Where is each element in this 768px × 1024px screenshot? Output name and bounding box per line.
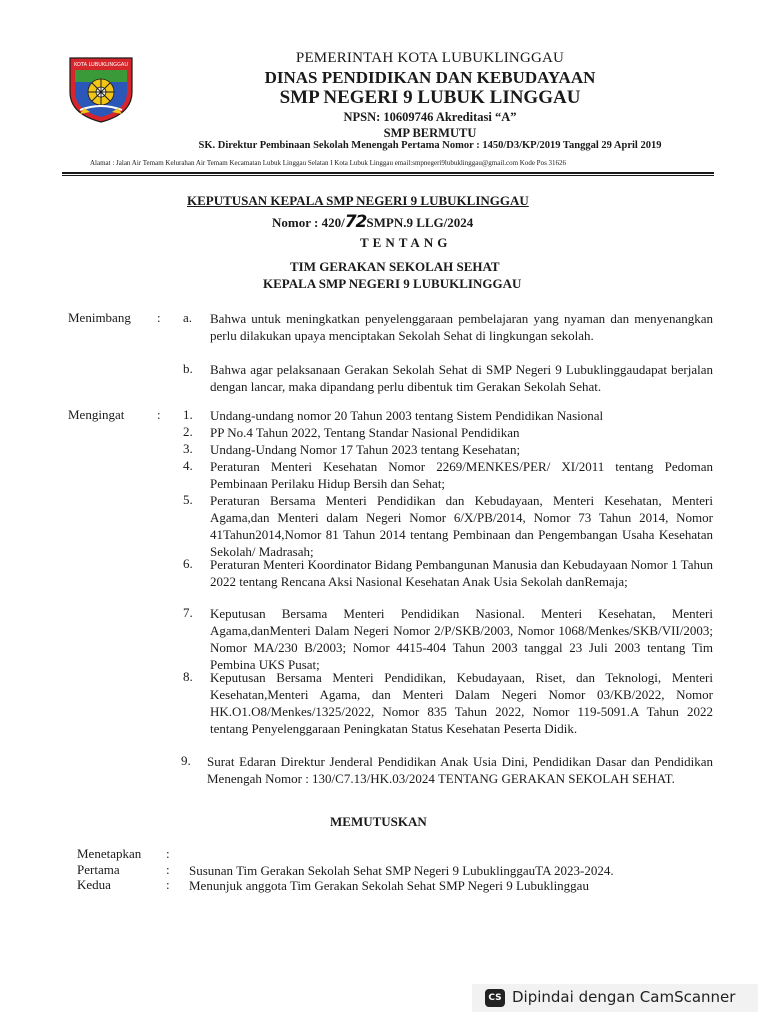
menimbang-item-a: Bahwa untuk meningkatkan penyelenggaraan pembelajaran yang nyaman dan menyenangkan perlu dilakukan upaya menciptakan Sekolah Sehat di lingkungan sekolah.	[210, 311, 713, 343]
decree-number-prefix: Nomor : 420/	[272, 215, 345, 230]
decree-title: KEPUTUSAN KEPALA SMP NEGERI 9 LUBUKLINGGAU	[187, 193, 529, 208]
mengingat-label: Mengingat	[68, 407, 125, 422]
mengingat-marker-2: 2.	[183, 424, 193, 439]
mengingat-item-6: Peraturan Menteri Koordinator Bidang Pembangunan Manusia dan Kebudayaan Nomor 1 Tahun 2022 tentang Rencana Aksi Nasional Kesehatan Anak Usia Sekolah danRemaja;	[210, 557, 713, 589]
mengingat-marker-8: 8.	[183, 669, 193, 684]
mengingat-marker-9: 9.	[181, 753, 191, 768]
decree-number-suffix: SMPN.9 LLG/2024	[366, 215, 474, 230]
camscanner-text: Dipindai dengan CamScanner	[512, 988, 736, 1006]
mengingat-item-2: PP No.4 Tahun 2022, Tentang Standar Nasional Pendidikan	[210, 425, 520, 440]
mengingat-item-4: Peraturan Menteri Kesehatan Nomor 2269/MENKES/PER/ XI/2011 tentang Pedoman Pembinaan Perilaku Hidup Bersih dan Sehat;	[210, 459, 713, 491]
mengingat-item-1: Undang-undang nomor 20 Tahun 2003 tentang Sistem Pendidikan Nasional	[210, 408, 604, 423]
menetapkan-label: Menetapkan	[77, 846, 142, 861]
mengingat-marker-7: 7.	[183, 605, 193, 620]
school-name: SMP NEGERI 9 LUBUK LINGGAU	[279, 87, 581, 108]
letterhead-divider-thin	[62, 175, 714, 176]
city-emblem	[66, 52, 136, 124]
mengingat-colon: :	[157, 407, 161, 422]
pertama-colon: :	[166, 862, 170, 877]
mengingat-item-9: Surat Edaran Direktur Jenderal Pendidikan Anak Usia Dini, Pendidikan Dasar dan Pendidikan Menengah Nomor : 130/C7.13/HK.03/2024 TENTANG GERAKAN SEKOLAH SEHAT.	[207, 754, 713, 786]
decree-subject-line-1: TIM GERAKAN SEKOLAH SEHAT	[290, 259, 500, 274]
department-name: DINAS PENDIDIKAN DAN KEBUDAYAAN	[264, 68, 596, 87]
mengingat-marker-6: 6.	[183, 556, 193, 571]
menetapkan-colon: :	[166, 846, 170, 861]
decree-subject-line-2: KEPALA SMP NEGERI 9 LUBUKLINGGAU	[263, 276, 522, 291]
mengingat-marker-3: 3.	[183, 441, 193, 456]
government-name: PEMERINTAH KOTA LUBUKLINGGAU	[295, 50, 565, 66]
letterhead-divider	[62, 172, 714, 174]
mengingat-marker-5: 5.	[183, 492, 193, 507]
memutuskan-heading: MEMUTUSKAN	[330, 814, 427, 829]
mengingat-item-3: Undang-Undang Nomor 17 Tahun 2023 tentang Kesehatan;	[210, 442, 521, 457]
mengingat-item-7: Keputusan Bersama Menteri Pendidikan Nasional. Menteri Kesehatan, Menteri Agama,danMenteri Dalam Negeri Nomor 2/P/SKB/2003, Nomor 1068/Menkes/SKB/VII/2003; Nomor MA/230 B/2003; Nomor 4415-404 Tahun 2003 tanggal 23 Juli 2003 tentang Tim Pembina UKS Pusat;	[210, 606, 713, 672]
menimbang-colon: :	[157, 310, 161, 325]
decree-number	[272, 212, 473, 232]
emblem-label: KOTA LUBUKLINGGAU	[73, 62, 129, 68]
menimbang-marker-b: b.	[183, 361, 193, 376]
school-program: SMP BERMUTU	[383, 126, 477, 140]
camscanner-icon: CS	[485, 989, 505, 1007]
decree-number-handwritten: 72	[344, 212, 367, 232]
school-sk: SK. Direktur Pembinaan Sekolah Menengah Pertama Nomor : 1450/D3/KP/2019 Tanggal 29 April 2019	[198, 140, 662, 151]
school-address: Alamat : Jalan Air Temam Kelurahan Air Temam Kecamatan Lubuk Linggau Selatan I Kota Lubuk Linggau email:smpnegeri9lubuklinggau@gmail.com Kode Pos 31626	[90, 159, 567, 167]
mengingat-item-8: Keputusan Bersama Menteri Pendidikan, Kebudayaan, Riset, dan Teknologi, Menteri Kesehatan,Menteri Agama, dan Menteri Dalam Negeri Nomor 03/KB/2022, Nomor HK.O1.O8/Menkes/1325/2022, Nomor 835 Tahun 2022, Nomor 119-5091.A Tahun 2022 tentang Penyelenggaraan Peningkatan Status Kesehatan Peserta Didik.	[210, 670, 713, 736]
menimbang-item-b: Bahwa agar pelaksanaan Gerakan Sekolah Sehat di SMP Negeri 9 Lubuklinggaudapat berjalan dengan lancar, maka dipandang perlu dibentuk tim Gerakan Sekolah Sehat.	[210, 362, 713, 394]
pertama-text: Susunan Tim Gerakan Sekolah Sehat SMP Negeri 9 LubuklinggauTA 2023-2024.	[189, 863, 614, 878]
mengingat-marker-4: 4.	[183, 458, 193, 473]
kedua-text: Menunjuk anggota Tim Gerakan Sekolah Sehat SMP Negeri 9 Lubuklinggau	[189, 878, 589, 893]
menimbang-label: Menimbang	[68, 310, 131, 325]
mengingat-item-5: Peraturan Bersama Menteri Pendidikan dan Kebudayaan, Menteri Kesehatan, Menteri Agama,dan Menteri dalam Negeri Nomor 6/X/PB/2014, Nomor 73 Tahun 2014, Nomor 41Tahun2014,Nomor 81 Tahun 2014 tentang Pembinaan dan Pengembangan Usaha Kesehatan Sekolah/ Madrasah;	[210, 493, 713, 559]
kedua-colon: :	[166, 877, 170, 892]
mengingat-marker-1: 1.	[183, 407, 193, 422]
menimbang-marker-a: a.	[183, 310, 193, 325]
decree-tentang: TENTANG	[360, 235, 452, 250]
school-npsn: NPSN: 10609746 Akreditasi “A”	[343, 110, 517, 124]
pertama-label: Pertama	[77, 862, 120, 877]
kedua-label: Kedua	[77, 877, 111, 892]
